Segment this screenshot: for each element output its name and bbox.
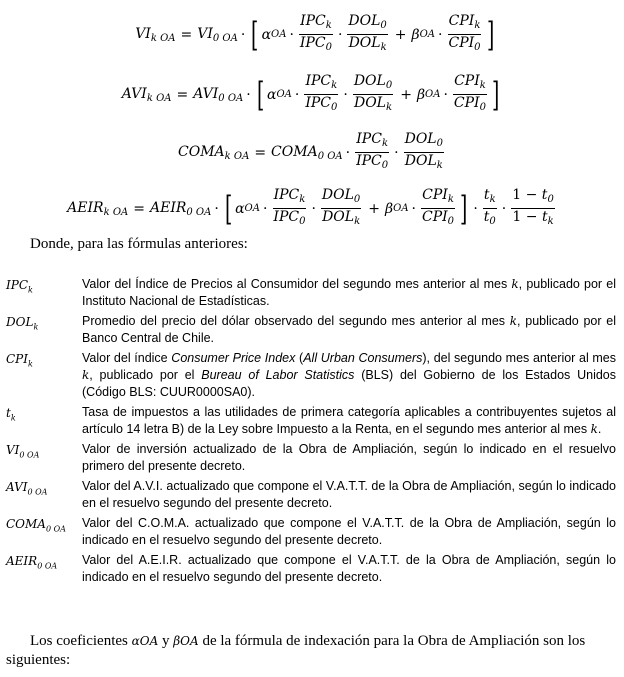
definitions-list (6, 276, 616, 589)
formula-coma: $COMA_{k OA}$ = $COMA_{0 OA}$ · $\frac{IPC_k}{IPC_0}$ · $\frac{DOL_0}{DOL_k}$ (178, 131, 443, 171)
definition-t (6, 404, 616, 438)
definition-text: Valor del índice Consumer Price Index (All Urban Consumers), del segundo mes anterior al mes k, publicado por el Bureau of Labor Statistics (BLS) del Gobierno de los Estados Unidos (Código BLS: CUUR0000SA0). (82, 351, 617, 399)
definition-dol (6, 313, 616, 347)
formula-aeir: $AEIR_{k OA}$ = $AEIR_{0 OA}$ · [ α OA · $\frac{IPC_k}{IPC_0}$ · $\frac{DOL_0}{DOL_k}$ + β OA · $\frac{CPI_k}{CPI_0}$ ] · $\frac{t_k}{t_0}$ · $\frac{1 - t_0}{1 - t_k}$ (67, 187, 554, 229)
definition-symbol: $AVI_{0 OA}$ (6, 480, 48, 497)
definition-text: Valor del A.V.I. actualizado que compone el V.A.T.T. de la Obra de Ampliación, según lo indicado en el resuelvo segundo del presente decreto. (82, 479, 616, 510)
definition-text: Valor de inversión actualizado de la Obra de Ampliación, según lo indicado en el resuelvo primero del presente decreto. (82, 442, 616, 473)
definition-aeir0 (6, 552, 616, 586)
definition-ipc (6, 276, 616, 310)
definition-text: Valor del Índice de Precios al Consumidor del segundo mes anterior al mes k, publicado por el Instituto Nacional de Estadísticas. (82, 277, 617, 308)
definition-text: Valor del A.E.I.R. actualizado que compone el V.A.T.T. de la Obra de Ampliación, según lo indicado en el resuelvo segundo del presente decreto. (82, 553, 616, 584)
formula-vi: $VI_{k OA}$ = $VI_{0 OA}$ · [ α OA · $\frac{IPC_k}{IPC_0}$ · $\frac{DOL_0}{DOL_k}$ + β OA · $\frac{CPI_k}{CPI_0}$ ] (135, 13, 494, 55)
definition-text: Tasa de impuestos a las utilidades de primera categoría aplicables a contribuyentes sujetos al artículo 14 letra B) de la Ley sobre Impuesto a la Renta, en el segundo mes anterior al mes k. (82, 405, 616, 436)
closing-paragraph: Los coeficientes αOA y βOA de la fórmula de indexación para la Obra de Ampliación son los siguientes: (6, 633, 586, 668)
definition-symbol: $COMA_{0 OA}$ (6, 517, 66, 534)
definition-symbol: $CPI_k$ (6, 352, 33, 369)
definition-symbol: $DOL_k$ (6, 315, 39, 332)
definition-symbol: $AEIR_{0 OA}$ (6, 554, 58, 571)
definition-symbol: $VI_{0 OA}$ (6, 443, 40, 460)
definition-cpi (6, 350, 616, 401)
definitions-intro: Donde, para las fórmulas anteriores: (30, 236, 248, 252)
definition-vi0 (6, 441, 616, 475)
definition-coma0 (6, 515, 616, 549)
definition-symbol: $IPC_k$ (6, 278, 33, 295)
definition-text: Valor del C.O.M.A. actualizado que compone el V.A.T.T. de la Obra de Ampliación, según lo indicado en el resuelvo segundo del presente decreto. (82, 516, 616, 547)
definition-text: Promedio del precio del dólar observado del segundo mes anterior al mes k, publicado por el Banco Central de Chile. (82, 314, 617, 345)
definition-avi0 (6, 478, 616, 512)
formula-avi: $AVI_{k OA}$ = $AVI_{0 OA}$ · [ α OA · $\frac{IPC_k}{IPC_0}$ · $\frac{DOL_0}{DOL_k}$ + β OA · $\frac{CPI_k}{CPI_0}$ ] (121, 73, 500, 115)
definition-symbol: $t_k$ (6, 406, 16, 423)
